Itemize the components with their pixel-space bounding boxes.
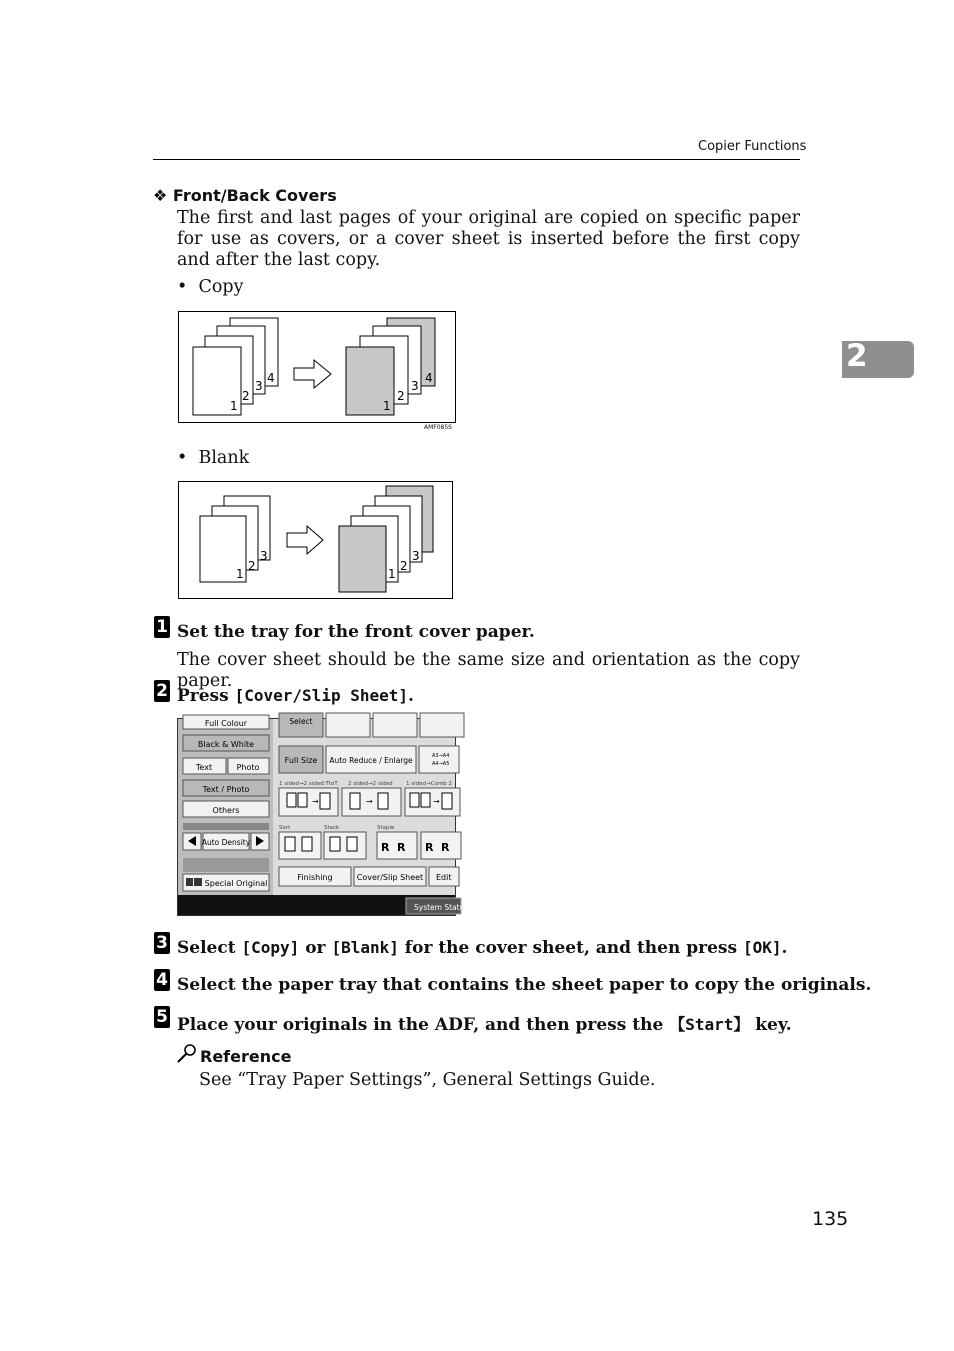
running-head: Copier Functions [698,139,807,154]
page-label: 3 [255,379,263,393]
key-blank: [Blank] [331,938,399,957]
page-icon [442,793,452,809]
dup1-label: 1 sided→2 sided:TtoT [279,781,338,787]
page-label: 3 [260,549,268,563]
arrow-icon [294,360,331,388]
page-icon [421,793,430,807]
step-5-text: Place your originals in the ADF, and then press the 【Start】 key. [177,1015,792,1035]
staple-r-icon: R [381,841,390,854]
text-photo-label: Text / Photo [202,785,250,794]
page-label: 1 [230,399,238,413]
key-cover-slip: [Cover/Slip Sheet] [234,686,409,705]
select-label: Select [289,717,313,726]
page-label: 4 [425,371,433,385]
page-icon [285,837,295,851]
figure-copy-diagram [179,312,455,422]
step-5-number: 5 [154,1006,170,1028]
figure-blank-diagram [179,482,452,598]
reference-label: Reference [200,1047,292,1066]
page-label: 2 [248,559,256,573]
dup3-label: 1 sided→Comb 2 [406,781,452,787]
page-label: 1 [388,567,396,581]
step-1-number: 1 [154,616,170,638]
page-icon [350,793,360,809]
others-label: Others [212,806,240,815]
cover-slip-label: Cover/Slip Sheet [356,873,424,882]
arrow-icon: → [366,797,373,806]
cover-front [339,526,386,592]
finishing-label: Finishing [297,873,333,882]
page-icon [347,837,357,851]
sort-label: Sort [279,825,291,831]
key-copy: [Copy] [241,938,300,957]
blank-panel [183,858,269,872]
page-icon [302,837,312,851]
staple-label: Staple [377,825,395,831]
special-original-icon [194,878,202,886]
page-label: 2 [397,389,405,403]
step-3-text: Select [Copy] or [Blank] for the cover sheet, and then press [OK]. [177,938,788,958]
page-icon [320,793,330,809]
black-white-label: Black & White [197,740,255,749]
figure-code: AMF085S [424,424,452,431]
tray-button [420,713,464,737]
staple-r-icon: R [425,841,434,854]
page-icon [378,793,388,809]
staple-r-icon: R [441,841,450,854]
tray-button [326,713,370,737]
page-icon [330,837,340,851]
system-status-label: System Status [414,903,469,912]
magnifier-icon [176,1043,198,1067]
page-label: 2 [242,389,250,403]
step-1-text: Set the tray for the front cover paper. [177,622,535,642]
page-icon [298,793,307,807]
diamond-bullet-icon: ❖ [153,186,168,205]
page-label: 3 [411,379,419,393]
density-scale [183,823,269,830]
page-number: 135 [812,1208,849,1230]
page-label: 1 [383,399,391,413]
arrow-icon: → [433,797,440,806]
step-4-number: 4 [154,969,170,991]
photo-label: Photo [236,763,260,772]
arrow-icon [287,526,323,554]
full-colour-label: Full Colour [204,719,248,728]
intro-paragraph: The first and last pages of your original are copied on specific paper for use as covers, or a cover sheet is inserted before the first copy and after the last copy. [177,208,800,270]
page-label: 2 [400,559,408,573]
special-original-icon [186,878,193,886]
figure-copy [178,311,456,423]
auto-density-label: Auto Density [201,838,251,847]
stack-label: Stack [324,825,340,831]
step-2-text: Press [Cover/Slip Sheet]. [177,686,414,706]
figure-blank [178,481,453,599]
preset-ratio-button [419,746,459,773]
section-title [153,186,337,205]
step-4-text: Select the paper tray that contains the sheet paper to copy the originals. [177,975,872,995]
special-original-label: Special Original [204,879,268,888]
page-icon [287,793,296,807]
text-label: Text [195,763,213,772]
a3-a4-label: A3→A4 [432,753,450,759]
chapter-number: 2 [846,338,868,374]
section-title-text: Front/Back Covers [172,186,337,205]
key-start: 【Start】 [669,1015,750,1034]
screen-capture-drawing [178,717,469,915]
step-1-detail: The cover sheet should be the same size and orientation as the copy paper. [177,650,800,691]
bullet-blank-label: Blank [198,448,250,468]
dup2-label: 2 sided→2 sided [348,781,393,787]
page-label: 4 [267,371,275,385]
bullet-copy-label: Copy [198,277,244,297]
bullet-blank: • Blank [177,448,250,468]
screen-capture [177,717,469,916]
key-ok: [OK] [742,938,782,957]
tray-button [373,713,417,737]
edit-label: Edit [436,873,452,882]
full-size-label: Full Size [284,756,318,765]
page-label: 1 [236,567,244,581]
page-label: 3 [412,549,420,563]
step-2-number: 2 [154,680,170,702]
staple-r-icon: R [397,841,406,854]
auto-reduce-label: Auto Reduce / Enlarge [329,756,413,765]
arrow-icon: → [312,797,319,806]
a4-a5-label: A4→A5 [432,761,450,767]
bullet-copy: • Copy [177,277,244,297]
reference-text: See “Tray Paper Settings”, General Settings Guide. [199,1070,656,1090]
step-3-number: 3 [154,932,170,954]
page-icon [410,793,419,807]
header-rule [153,159,800,160]
